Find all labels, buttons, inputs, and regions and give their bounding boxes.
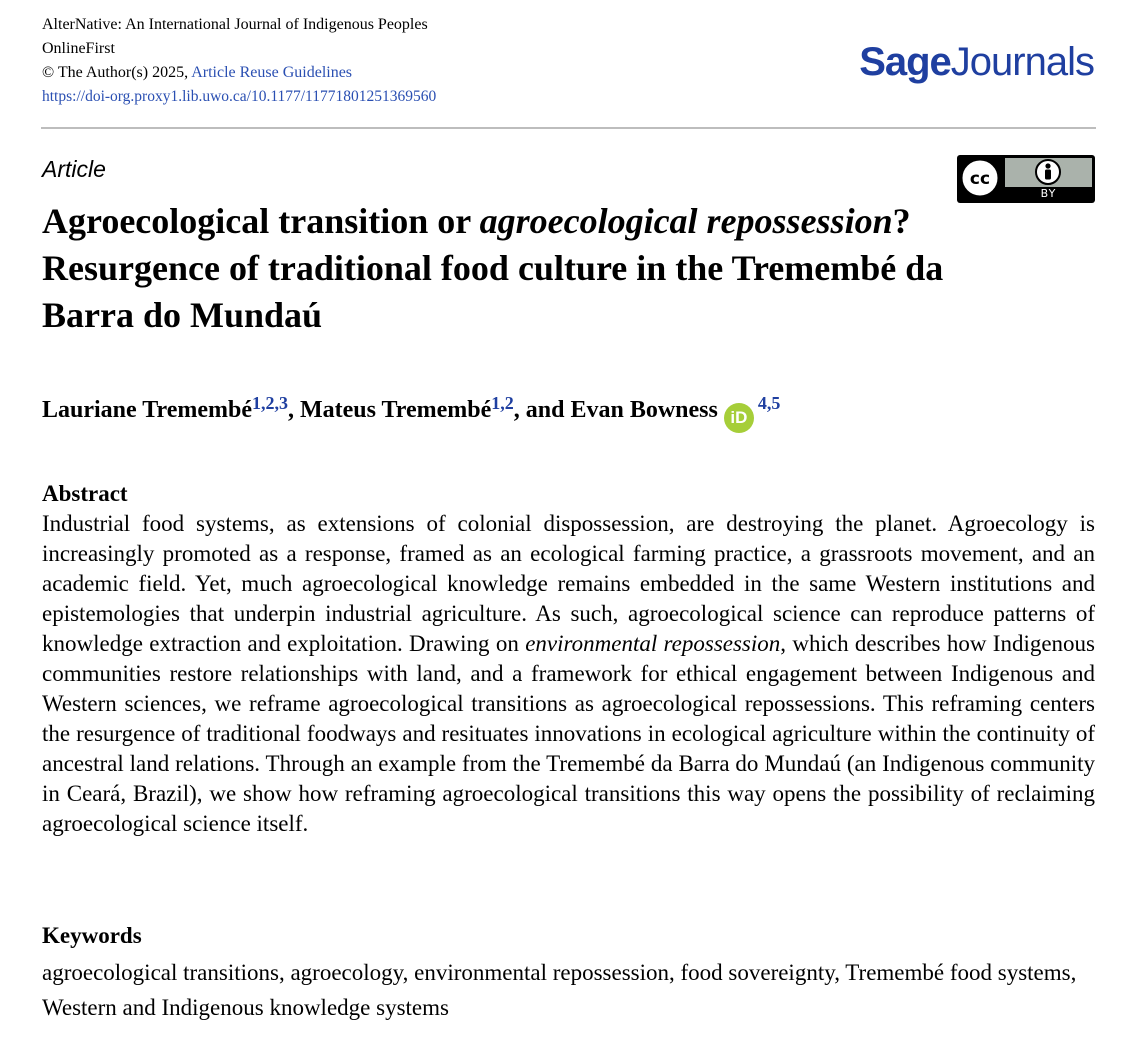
abstract-text bbox=[42, 509, 1095, 839]
keywords-text: agroecological transitions, agroecology, environmental repossession, food sovereignty, Tremembé food systems, Western and Indigenous knowledge systems bbox=[42, 960, 1077, 1020]
journal-header bbox=[42, 13, 436, 109]
author-affiliation-link[interactable]: 1,2,3 bbox=[251, 393, 288, 413]
orcid-icon[interactable]: iD bbox=[724, 403, 754, 433]
brand-journals: Journals bbox=[950, 40, 1094, 84]
author-affiliation-link[interactable]: 4,5 bbox=[757, 393, 781, 413]
creative-commons-by-icon[interactable] bbox=[957, 155, 1095, 203]
author-name: Lauriane Tremembé bbox=[42, 397, 252, 423]
copyright-text: © The Author(s) 2025, bbox=[42, 64, 192, 81]
author-name: Evan Bowness bbox=[570, 397, 718, 423]
issue-label: OnlineFirst bbox=[42, 40, 115, 57]
title-italic: agroecological repossession bbox=[479, 201, 893, 241]
copyright-line bbox=[42, 61, 436, 85]
author-list bbox=[42, 394, 780, 433]
article-type-label: Article bbox=[42, 156, 106, 182]
attribution-person-icon bbox=[1028, 158, 1068, 188]
author-name: Mateus Tremembé bbox=[299, 397, 492, 423]
abstract-italic: environmental repossession bbox=[525, 631, 781, 656]
cc-label: cc bbox=[969, 169, 991, 189]
by-label: BY bbox=[1040, 187, 1057, 200]
abstract-heading: Abstract bbox=[42, 481, 128, 506]
doi-link[interactable]: https://doi-org.proxy1.lib.uwo.ca/10.1177/11771801251369560 bbox=[42, 88, 437, 105]
author-separator: , and bbox=[513, 397, 571, 423]
keywords-heading: Keywords bbox=[42, 923, 142, 948]
sage-journals-logo[interactable] bbox=[859, 40, 1094, 85]
title-part-1: Agroecological transition or bbox=[42, 201, 480, 241]
title-part-2: ? Resurgence of traditional food culture in the Tremembé da Barra do Mundaú bbox=[42, 201, 944, 335]
header-divider bbox=[41, 127, 1096, 129]
journal-name: AlterNative: An International Journal of Indigenous Peoples bbox=[42, 16, 428, 33]
cc-icon bbox=[957, 155, 1005, 203]
brand-sage: Sage bbox=[859, 40, 951, 84]
reuse-guidelines-link[interactable]: Article Reuse Guidelines bbox=[191, 64, 353, 81]
article-title bbox=[42, 198, 1022, 339]
author-separator: , bbox=[287, 397, 300, 423]
author-affiliation-link[interactable]: 1,2 bbox=[491, 393, 514, 413]
abstract-part-1: Industrial food systems, as extensions of colonial dispossession, are destroying the planet. Agroecology is increasingly promoted as a response, framed as an ecological farming practice, a grassroots movement, and an academic field. Yet, much agroecological knowledge remains embedded in the same Western institutions and epistemologies that underpin industrial agriculture. As such, agroecological science can reproduce patterns of knowledge extraction and exploitation. Drawing on bbox=[42, 511, 1095, 656]
abstract-part-2: , which describes how Indigenous communities restore relationships with land, and a framework for ethical engagement between Indigenous and Western sciences, we reframe agroecological transitions as agroecological repossessions. This reframing centers the resurgence of traditional foodways and resituates innovations in ecological agriculture within the continuity of ancestral land relations. Through an example from the Tremembé da Barra do Mundaú (an Indigenous community in Ceará, Brazil), we show how reframing agroecological transitions this way opens the possibility of reclaiming agroecological science itself. bbox=[42, 631, 1095, 836]
